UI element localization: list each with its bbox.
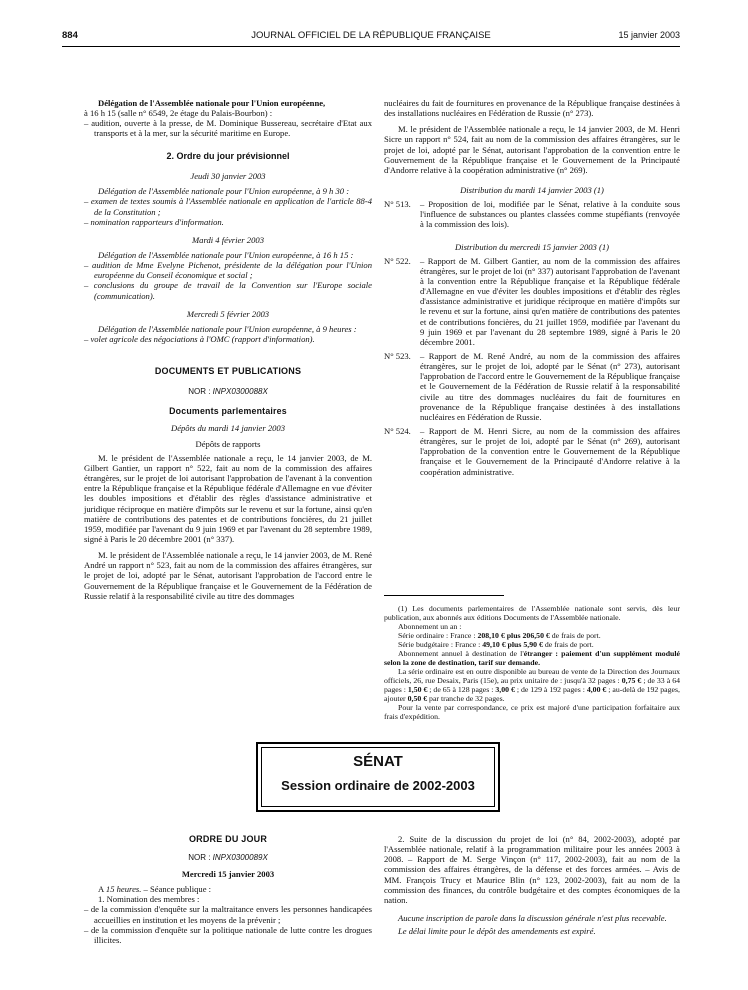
paragraph-rapport-522: M. le président de l'Assemblée nationale a reçu, le 14 janvier 2003, de M. Gilbert Gantier, un rapport n° 522, fait au nom de la commission des affaires étrangères, sur le projet de loi autorisant l'approbation de l'avenant à la convention entre la République française et la République fédérale d'Allemagne en vue d'éviter les doubles impositions et d'établir des règles d'assistance administrative et juridique réciproque en matière d'impôts sur le revenu et sur la fortune, ainsi qu'en matière de contributions des patentes et de contributions foncières, du 21 juillet 1959, modifiée par l'avenant du 9 juin 1969 et par l'avenant du 28 septembre 1989, signé à Paris le 20 décembre 2001 (n° 337). [84, 452, 372, 544]
paragraph-rapport-523: M. le président de l'Assemblée nationale a reçu, le 14 janvier 2003, de M. René André un rapport n° 523, fait au nom de la commission des affaires étrangères, sur le projet de loi, adopté par le Sénat, autorisant l'approbation de l'accord entre le Gouvernement de la République française et le Gouvernement de la Fédération de Russie relatif à la responsabilité civile au titre des dommages [84, 550, 372, 601]
mercredi-item-1: – volet agricole des négociations à l'OMC (rapport d'information). [84, 334, 315, 344]
journal-title: JOURNAL OFFICIEL DE LA RÉPUBLIQUE FRANÇAISE [251, 30, 491, 41]
paragraph-continuation: nucléaires du fait de fournitures en provenance de la République française destinées à des installations nucléaires en Fédération de Russie (n° 273). [384, 98, 680, 119]
delegation-heading: Délégation de l'Assemblée nationale pour l'Union européenne, [98, 98, 326, 108]
documents-parlementaires-title: Documents parlementaires [169, 406, 287, 417]
list-item [384, 351, 680, 422]
footnote-serie-ordinaire: Série ordinaire : France : 208,10 € plus 206,50 € de frais de port. [398, 631, 601, 641]
date-mardi: Mardi 4 février 2003 [191, 234, 264, 245]
mardi-item-2: – conclusions du groupe de travail de la Convention sur l'Europe sociale (communication). [84, 280, 372, 301]
delegation-time: à 16 h 15 (salle n° 6549, 2e étage du Palais-Bourbon) : [84, 108, 273, 119]
ordre-previsionnel-title: 2. Ordre du jour prévisionnel [166, 150, 290, 161]
document-number: N° 524. [384, 425, 411, 436]
date-jeudi: Jeudi 30 janvier 2003 [190, 171, 266, 182]
senat-session: Session ordinaire de 2002-2003 [281, 778, 475, 793]
depots-date: Dépôts du mardi 14 janvier 2003 [170, 422, 286, 433]
senat-title: SÉNAT [353, 753, 403, 770]
ordre-subitem-1: – de la commission d'enquête sur la maltraitance envers les personnes handicapées accueillies en institution et les moyens de la prévenir ; [84, 904, 372, 925]
bottom-left-column [84, 834, 372, 945]
jeudi-delegation: Délégation de l'Assemblée nationale pour l'Union européenne, à 9 h 30 : [98, 186, 350, 197]
document-description: – Rapport de M. Gilbert Gantier, au nom de la commission des affaires étrangères, sur le projet de loi (n° 337) autorisant l'approbation de l'avenant à la convention entre la République française et la République fédérale d'Allemagne en vue d'éviter les doubles impositions et d'établir des règles d'assistance administrative et juridique réciproque en matière d'impôts sur le revenu et sur la fortune, ainsi qu'en matière de contributions des patentes et de contributions foncières, du 21 juillet 1959, modifiée par l'avenant du 9 juin 1969 et par l'avenant du 28 septembre 1989, signé à Paris le 20 décembre 2001. [420, 255, 680, 347]
bottom-right-column [384, 834, 680, 936]
list-item [384, 426, 680, 477]
jeudi-item-1: – examen de textes soumis à l'Assemblée nationale en application de l'article 88-4 de la Constitution ; [84, 196, 372, 217]
ordre-du-jour-nor: NOR : INPX0300089X [188, 852, 268, 862]
page-header [62, 30, 680, 44]
mardi-item-1: – audition de Mme Evelyne Pichenot, présidente de la délégation pour l'Union européenne du Conseil économique et social ; [84, 260, 372, 281]
left-column [84, 98, 372, 601]
issue-date: 15 janvier 2003 [618, 30, 680, 40]
date-mercredi: Mercredi 5 février 2003 [186, 308, 270, 319]
footnote-rule [384, 595, 504, 596]
footnote-etranger: Abonnement annuel à destination de l'étranger : paiement d'un supplément modulé selon la zone de destination, tarif sur demande. [384, 649, 680, 668]
document-number: N° 523. [384, 350, 411, 361]
document-description: – Rapport de M. Henri Sicre, au nom de la commission des affaires étrangères, sur le projet de loi, adopté par le Sénat (n° 269), autorisant l'approbation de la convention entre le Gouvernement de la République française et le Gouvernement de la Principauté d'Andorre relative à la coopération administrative. [420, 425, 680, 477]
right-column [384, 98, 680, 477]
mercredi-delegation: Délégation de l'Assemblée nationale pour l'Union européenne, à 9 heures : [98, 323, 357, 334]
seance-date: Mercredi 15 janvier 2003 [181, 869, 275, 880]
seance-heure: A 15 heures. – Séance publique : [98, 884, 212, 895]
document-number: N° 513. [384, 199, 411, 210]
documents-nor: NOR : INPX0300088X [188, 386, 268, 396]
document-number: N° 522. [384, 255, 411, 266]
distribution-mardi: Distribution du mardi 14 janvier 2003 (1) [460, 184, 604, 195]
footnote-serie-budgetaire: Série budgétaire : France : 49,10 € plus 5,90 € de frais de port. [398, 640, 594, 650]
ordre-item-2: 2. Suite de la discussion du projet de loi (n° 84, 2002-2003), adopté par l'Assemblée nationale, relatif à la programmation militaire pour les années 2003 à 2008. – Rapport de M. Serge Vinçon (n° 117, 2002-2003), fait au nom de la commission des affaires étrangères, de la défense et des forces armées. – Avis de MM. François Trucy et Maurice Blin (n° 123, 2002-2003), fait au nom de la commission des finances, du contrôle budgétaire et des comptes économiques de la nation. [384, 834, 680, 905]
ordre-du-jour-title: ORDRE DU JOUR [188, 834, 268, 844]
mardi-delegation: Délégation de l'Assemblée nationale pour l'Union européenne, à 16 h 15 : [98, 250, 354, 261]
footnote-correspondance: Pour la vente par correspondance, ce prix est majoré d'une participation forfaitaire aux frais d'expédition. [384, 703, 680, 722]
document-description: – Proposition de loi, modifiée par le Sénat, relative à la conduite sous l'influence de substances ou plantes classées comme stupéfiants (renvoyée à la commission des lois). [420, 199, 680, 230]
header-rule [62, 46, 680, 47]
note-inscription: Aucune inscription de parole dans la discussion générale n'est plus recevable. [398, 912, 667, 923]
list-item [384, 256, 680, 347]
footnote [384, 595, 680, 721]
delegation-item: – audition, ouverte à la presse, de M. Dominique Bussereau, secrétaire d'Etat aux transports et à la mer, sur la sécurité maritime en Europe. [84, 118, 372, 139]
footnote-vente: La série ordinaire est en outre disponible au bureau de vente de la Direction des Journaux officiels, 26, rue Desaix, Paris (15e), au prix unitaire de : jusqu'à 32 pages : 0,75 € ; de 33 à 64 pages : 1,50 € ; de 65 à 128 pages : 3,00 € ; de 129 à 192 pages : 4,00 € ; au-delà de 192 pages, ajouter 0,50 € par tranche de 32 pages. [384, 667, 681, 704]
document-description: – Rapport de M. René André, au nom de la commission des affaires étrangères, sur le projet de loi, adopté par le Sénat (n° 273), autorisant l'approbation de l'accord entre le Gouvernement de la République française et le Gouvernement de la Fédération de Russie relatif à la responsabilité civile au titre des dommages nucléaires du fait de fournitures en provenance de la République française destinées à des installations nucléaires en Fédération de Russie. [420, 350, 680, 422]
footnote-abonnement: Abonnement un an : [398, 622, 462, 632]
ordre-item-1: 1. Nomination des membres : [98, 894, 200, 905]
paragraph-rapport-524: M. le président de l'Assemblée nationale a reçu, le 14 janvier 2003, de M. Henri Sicre un rapport n° 524, fait au nom de la commission des affaires étrangères, sur le projet de loi, adopté par le Sénat, autorisant l'approbation de la convention entre le Gouvernement de la République française et le Gouvernement de la Principauté d'Andorre relative à la coopération administrative (n° 269). [384, 124, 680, 175]
ordre-subitem-2: – de la commission d'enquête sur la politique nationale de lutte contre les drogues illicites. [84, 924, 372, 945]
page-number: 884 [62, 30, 78, 41]
depots-rapports: Dépôts de rapports [195, 438, 261, 449]
footnote-text: (1) Les documents parlementaires de l'Assemblée nationale sont servis, dès leur publication, aux abonnés aux éditions Documents de l'Assemblée nationale. [384, 604, 680, 623]
list-item [384, 199, 680, 229]
senat-title-box [256, 742, 500, 812]
documents-title: DOCUMENTS ET PUBLICATIONS [154, 366, 302, 377]
jeudi-item-2: – nomination rapporteurs d'information. [84, 216, 224, 227]
note-delai: Le délai limite pour le dépôt des amendements est expiré. [398, 926, 596, 937]
distribution-mercredi: Distribution du mercredi 15 janvier 2003 (1) [454, 241, 610, 252]
